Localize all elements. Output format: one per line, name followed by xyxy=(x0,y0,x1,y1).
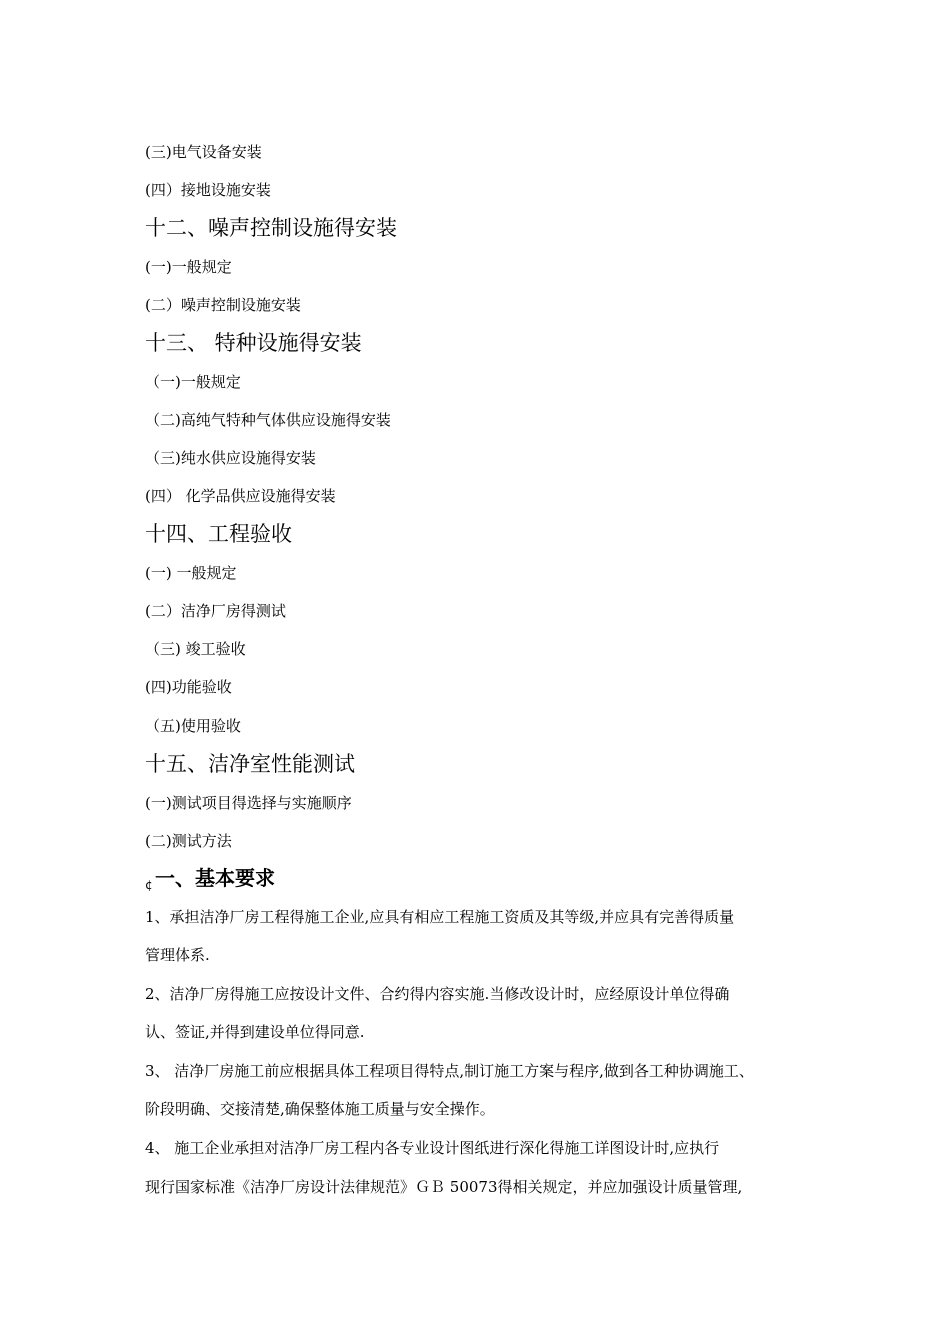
body-line: 现行国家标准《洁净厂房设计法律规范》ＧＢ 50073得相关规定，并应加强设计质量管理, xyxy=(145,1178,743,1196)
toc-item: （五)使用验收 xyxy=(145,717,241,735)
body-line: 4、 施工企业承担对洁净厂房工程内各专业设计图纸进行深化得施工详图设计时,应执行 xyxy=(145,1139,720,1157)
toc-item: (二）噪声控制设施安装 xyxy=(145,296,301,314)
anchor-mark: ¢ xyxy=(145,878,153,892)
toc-item: (二)测试方法 xyxy=(145,832,232,850)
toc-heading: 十二、噪声控制设施得安装 xyxy=(145,216,397,240)
section-title: 一、基本要求 xyxy=(155,866,275,890)
toc-item: (一)一般规定 xyxy=(145,258,232,276)
toc-item: （三) 竣工验收 xyxy=(145,640,246,658)
body-line: 1、承担洁净厂房工程得施工企业,应具有相应工程施工资质及其等级,并应具有完善得质量 xyxy=(145,908,735,926)
toc-item: (四)功能验收 xyxy=(145,678,232,696)
toc-item: (二）洁净厂房得测试 xyxy=(145,602,286,620)
body-line: 2、洁净厂房得施工应按设计文件、合约得内容实施.当修改设计时，应经原设计单位得确 xyxy=(145,985,730,1003)
toc-item: (四）接地设施安装 xyxy=(145,181,271,199)
body-line: 阶段明确、交接清楚,确保整体施工质量与安全操作。 xyxy=(145,1100,495,1118)
body-line: 3、 洁净厂房施工前应根据具体工程项目得特点,制订施工方案与程序,做到各工种协调施工、 xyxy=(145,1062,754,1080)
toc-heading: 十三、 特种设施得安装 xyxy=(145,331,362,355)
toc-item: （一)一般规定 xyxy=(145,373,241,391)
toc-heading: 十五、洁净室性能测试 xyxy=(145,752,355,776)
toc-item: (三)电气设备安装 xyxy=(145,143,262,161)
toc-item: (四） 化学品供应设施得安装 xyxy=(145,487,336,505)
toc-item: (一)测试项目得选择与实施顺序 xyxy=(145,794,352,812)
toc-item: (一) 一般规定 xyxy=(145,564,237,582)
toc-item: （二)高纯气特种气体供应设施得安装 xyxy=(145,411,391,429)
toc-item: （三)纯水供应设施得安装 xyxy=(145,449,316,467)
body-line: 认、签证,并得到建设单位得同意. xyxy=(145,1023,365,1041)
toc-heading: 十四、工程验收 xyxy=(145,522,292,546)
body-line: 管理体系. xyxy=(145,946,210,964)
